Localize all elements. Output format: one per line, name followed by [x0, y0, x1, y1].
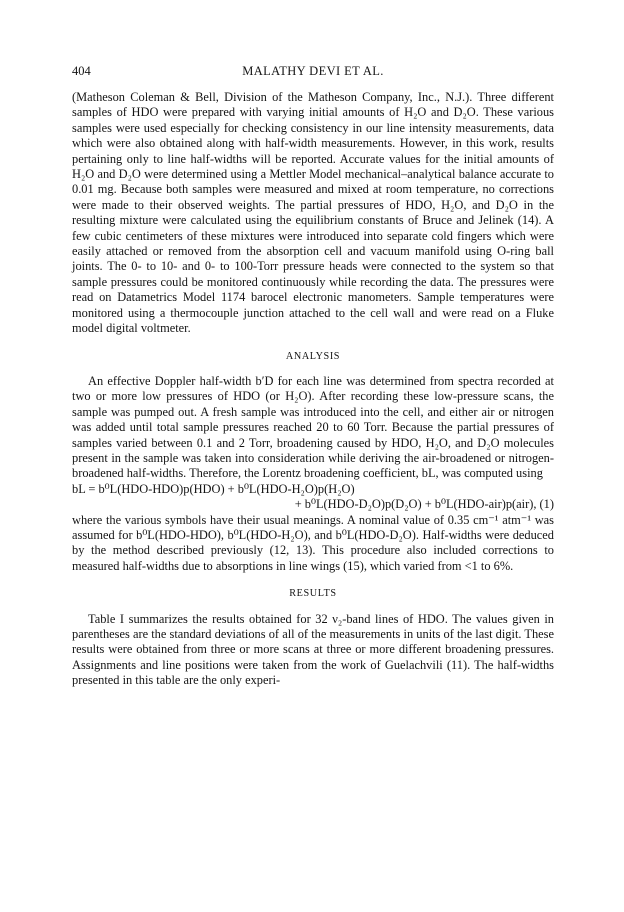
- analysis-heading: ANALYSIS: [285, 350, 341, 362]
- paragraph-analysis: An effective Doppler half-width b′D for each line was determined from spectra recorded at two or more low pressures of HDO (or H₂O). After recording these low-pressure scans, the sample was pumped out. A fresh sample was introduced into the cell, and either air or nitrogen was added until total sample pressures reached 20 to 60 Torr. Because the partial pressures of samples varied between 0.1 and 2 Torr, broadening caused by HDO, H₂O, and D₂O molecules present in the sample was taken into consideration while deriving the air-broadened or nitrogen-broadened half-widths. Therefore, the Lorentz broadening coefficient, bL, was computed using: [72, 373, 554, 481]
- article-body: [72, 90, 554, 689]
- equation-line-1: bL = b⁰L(HDO-HDO)p(HDO) + b⁰L(HDO-H₂O)p(H₂O): [72, 481, 355, 496]
- page-number: 404: [72, 64, 91, 78]
- paragraph-results: Table I summarizes the results obtained for 32 ν₂-band lines of HDO. The values given in parentheses are the standard deviations of all of the measurements in units of the last digit. These results were obtained from three or more scans at three or more different broadening pressures. Assignments and line positions were taken from the work of Guelachvili (11). The half-widths presented in this table are the only experi-: [72, 611, 554, 688]
- equation-line-2: + b⁰L(HDO-D₂O)p(D₂O) + b⁰L(HDO-air)p(air), (1): [294, 497, 554, 512]
- page-header: [72, 64, 554, 80]
- results-heading: RESULTS: [289, 588, 337, 600]
- paragraph-symbols: where the various symbols have their usual meanings. A nominal value of 0.35 cm⁻¹ atm⁻¹ was assumed for b⁰L(HDO-HDO), b⁰L(HDO-H₂O), and b⁰L(HDO-D₂O). Half-widths were deduced by the method described previously (12, 13). This procedure also included corrections to measured half-widths due to absorptions in line wings (15), which varied from <1 to 6%.: [72, 512, 554, 573]
- paragraph-methods: (Matheson Coleman & Bell, Division of the Matheson Company, Inc., N.J.). Three different samples of HDO were prepared with varying initial amounts of H₂O and D₂O. These various samples were used especially for checking consistency in our line intensity measurements, data which were also obtained along with half-width measurements. However, in this work, results pertaining only to line half-widths will be reported. Accurate values for the initial amounts of H₂O and D₂O were determined using a Mettler Model mechanical–analytical balance accurate to 0.01 mg. Because both samples were measured and mixed at room temperature, no corrections were made to their observed weights. The partial pressures of HDO, H₂O, and D₂O in the resulting mixture were calculated using the equilibrium constants of Bruce and Jelinek (14). A few cubic centimeters of these mixtures were introduced into separate cold fingers which were easily attached or removed from the absorption cell and vacuum manifold using O-ring ball joints. The 0- to 10- and 0- to 100-Torr pressure heads were connected to the system so that sample pressures could be monitored continuously while recording the data. The pressures were read on Datametrics Model 1174 barocel electronic manometers. Sample temperatures were monitored using a thermocouple junction attached to the cell wall and were read on a Fluke model digital voltmeter.: [72, 90, 554, 336]
- running-title: MALATHY DEVI ET AL.: [242, 64, 384, 78]
